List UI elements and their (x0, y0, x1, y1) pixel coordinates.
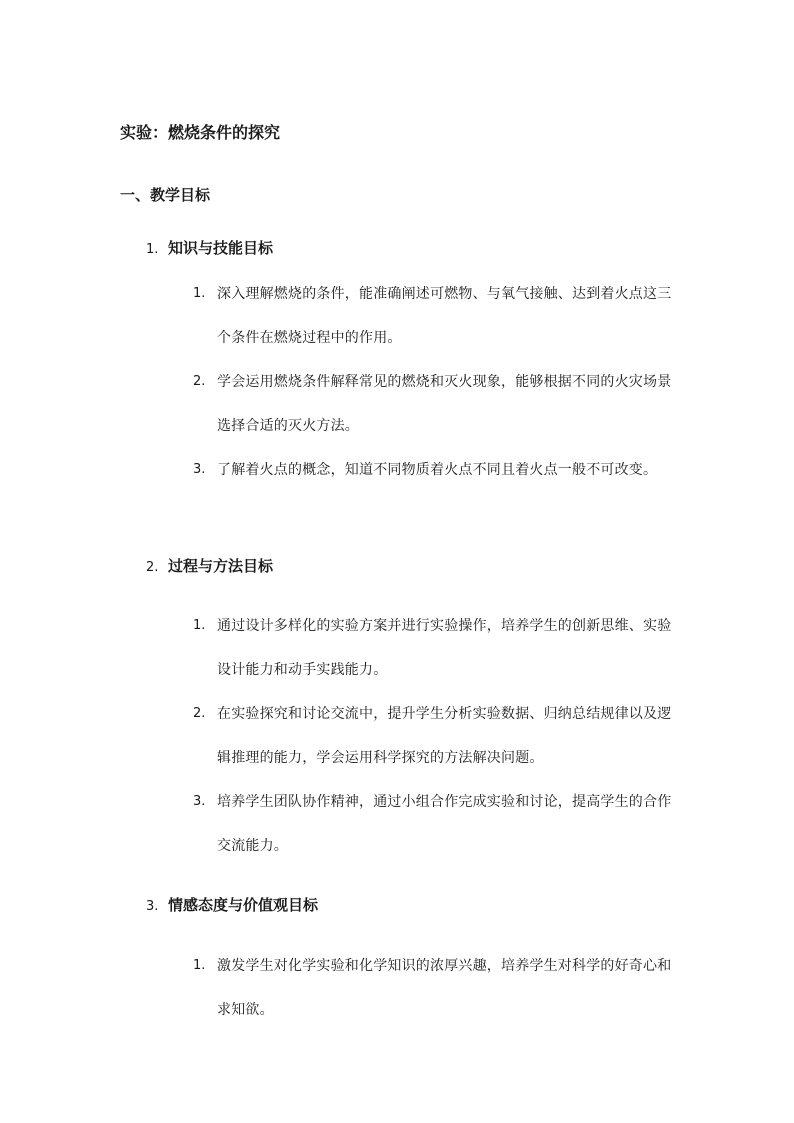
list-item-text: 了解着火点的概念，知道不同物质着火点不同且着火点一般不可改变。 (217, 462, 658, 478)
list-item (193, 360, 683, 448)
subheading-label: 知识与技能目标 (168, 239, 274, 257)
subheading-number: 3. (146, 899, 159, 914)
list-item (193, 272, 683, 360)
list-item (193, 448, 683, 492)
list-item-number: 1. (193, 286, 206, 301)
list-item-number: 3. (193, 462, 206, 477)
subheading-process-methods (146, 554, 273, 580)
subheading-number: 2. (146, 560, 159, 575)
list-item (193, 780, 683, 868)
list-item-number: 1. (193, 618, 206, 633)
subheading-knowledge-skills (146, 236, 273, 262)
list-item (193, 604, 683, 692)
list-item-number: 2. (193, 706, 206, 721)
list-item-text: 在实验探究和讨论交流中，提升学生分析实验数据、归纳总结规律以及逻辑推理的能力，学会运用科学探究的方法解决问题。 (217, 706, 672, 766)
list-item-text: 培养学生团队协作精神，通过小组合作完成实验和讨论，提高学生的合作交流能力。 (217, 794, 672, 854)
list-item-text: 激发学生对化学实验和化学知识的浓厚兴趣，培养学生对科学的好奇心和求知欲。 (217, 958, 672, 1018)
list-item-text: 学会运用燃烧条件解释常见的燃烧和灭火现象，能够根据不同的火灾场景选择合适的灭火方法。 (217, 374, 672, 434)
subheading-attitudes-values (146, 893, 318, 919)
document-title: 实验：燃烧条件的探究 (120, 123, 281, 142)
subheading-label: 情感态度与价值观目标 (168, 896, 319, 914)
list-item-number: 3. (193, 794, 206, 809)
subheading-label: 过程与方法目标 (168, 557, 274, 575)
list-item-text: 通过设计多样化的实验方案并进行实验操作，培养学生的创新思维、实验设计能力和动手实践能力。 (217, 618, 672, 678)
list-item-number: 2. (193, 374, 206, 389)
subheading-number: 1. (146, 242, 159, 257)
list-item-number: 1. (193, 958, 206, 973)
list-item-text: 深入理解燃烧的条件，能准确阐述可燃物、与氧气接触、达到着火点这三个条件在燃烧过程中的作用。 (217, 286, 672, 346)
list-item (193, 692, 683, 780)
list-item (193, 944, 683, 1032)
section-heading-teaching-goals: 一、教学目标 (120, 186, 211, 204)
